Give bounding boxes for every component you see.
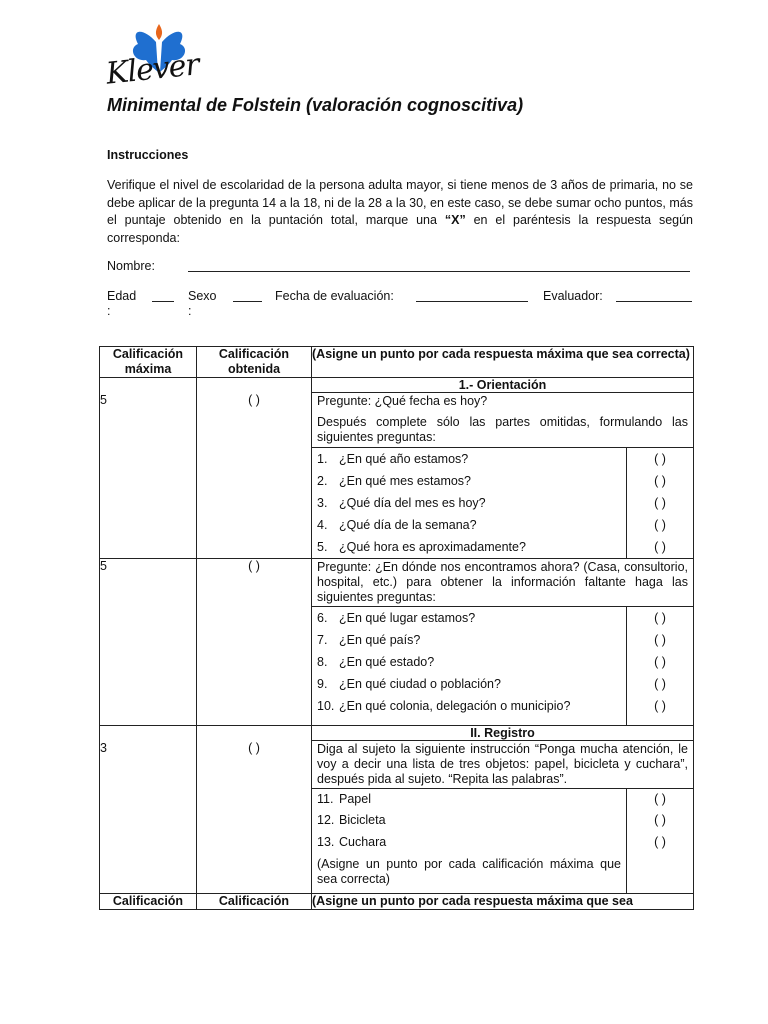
answer-parenthesis[interactable]: ( ) — [654, 518, 666, 532]
block-1-score[interactable]: ( ) — [197, 393, 312, 559]
block-3-row — [100, 741, 694, 894]
block-3-prompt: Diga al sujeto la siguiente instrucción “Ponga mucha atención, le voy a decir una lista de tres objetos: papel, bicicleta y cuchara”, después pida al sujeto. “Repita las palabras”. — [317, 742, 688, 786]
sexo-field[interactable] — [233, 301, 262, 302]
fecha-label: Fecha de evaluación: — [275, 289, 394, 303]
instructions-heading: Instrucciones — [107, 148, 189, 162]
block-3-max: 3 — [100, 741, 197, 894]
block-1-row — [100, 393, 694, 559]
answer-parenthesis[interactable]: ( ) — [654, 792, 666, 806]
question-row: 2. ¿En qué mes estamos? ( ) — [312, 470, 693, 492]
footer-obtained: Calificación — [197, 894, 312, 910]
block-3-note: (Asigne un punto por cada calificación máxima que sea correcta) — [312, 853, 627, 893]
evaluador-field[interactable] — [616, 301, 692, 302]
answer-parenthesis[interactable]: ( ) — [654, 611, 666, 625]
flame-icon — [156, 24, 162, 40]
nombre-field[interactable] — [188, 271, 690, 272]
question-row: 12. Bicicleta ( ) — [312, 809, 693, 831]
question-row: 9. ¿En qué ciudad o población? ( ) — [312, 673, 693, 695]
answer-parenthesis[interactable]: ( ) — [654, 813, 666, 827]
page-title: Minimental de Folstein (valoración cognoscitiva) — [107, 95, 524, 115]
logo-text: Klever — [104, 47, 201, 92]
section-orientacion: 1.- Orientación — [312, 378, 694, 393]
footer-instruction: (Asigne un punto por cada respuesta máxima que sea — [312, 894, 694, 910]
answer-parenthesis[interactable]: ( ) — [654, 540, 666, 554]
block-2-questions — [312, 606, 693, 725]
section-registro: II. Registro — [312, 726, 694, 741]
table-header-row — [100, 347, 694, 378]
block-2-score[interactable]: ( ) — [197, 559, 312, 726]
question-row: 5. ¿Qué hora es aproximadamente? ( ) — [312, 536, 693, 558]
sexo-label: Sexo — [188, 289, 217, 303]
header-obtained: Calificación obtenida — [197, 347, 312, 378]
instructions-text: Verifique el nivel de escolaridad de la persona adulta mayor, si tiene menos de 3 años de primaria, no se debe aplicar de la pregunta 14 a la 18, ni de la 28 a la 30, en este caso, se debe sumar ocho puntos, más el puntaje obtenido en la puntación total, marque una “X” en el paréntesis la respuesta según corresponda: — [107, 178, 694, 245]
fecha-field[interactable] — [416, 301, 528, 302]
note-row — [312, 853, 693, 893]
edad-field[interactable] — [152, 301, 174, 302]
answer-parenthesis[interactable]: ( ) — [654, 633, 666, 647]
block-3-questions — [312, 788, 693, 893]
answer-parenthesis[interactable]: ( ) — [654, 655, 666, 669]
footer-max: Calificación — [100, 894, 197, 910]
header-instruction: (Asigne un punto por cada respuesta máxima que sea correcta) — [312, 347, 694, 378]
block-1-questions — [312, 447, 693, 558]
edad-colon: : — [107, 304, 111, 318]
question-row: 7. ¿En qué país? ( ) — [312, 629, 693, 651]
question-row: 10. ¿En qué colonia, delegación o municipio? ( ) — [312, 695, 693, 717]
answer-parenthesis[interactable]: ( ) — [654, 835, 666, 849]
evaluador-label: Evaluador: — [543, 289, 603, 303]
header-max: Calificación máxima — [100, 347, 197, 378]
nombre-label: Nombre: — [107, 259, 155, 273]
table-footer-row — [100, 894, 694, 910]
answer-parenthesis[interactable]: ( ) — [654, 474, 666, 488]
minimental-table — [99, 346, 694, 910]
block-2-row — [100, 559, 694, 726]
question-row: 1. ¿En qué año estamos? ( ) — [312, 448, 693, 471]
question-row: 8. ¿En qué estado? ( ) — [312, 651, 693, 673]
block-1-max: 5 — [100, 393, 197, 559]
question-row: 6. ¿En qué lugar estamos? ( ) — [312, 607, 693, 630]
question-row: 3. ¿Qué día del mes es hoy? ( ) — [312, 492, 693, 514]
answer-parenthesis[interactable]: ( ) — [654, 452, 666, 466]
sexo-colon: : — [188, 304, 192, 318]
question-row: 13. Cuchara ( ) — [312, 831, 693, 853]
block-3-score[interactable]: ( ) — [197, 741, 312, 894]
answer-parenthesis[interactable]: ( ) — [654, 699, 666, 713]
block-1-prompt2: Después complete sólo las partes omitidas, formulando las siguientes preguntas: — [317, 415, 688, 444]
block-2-max: 5 — [100, 559, 197, 726]
answer-parenthesis[interactable]: ( ) — [654, 496, 666, 510]
question-row: 4. ¿Qué día de la semana? ( ) — [312, 514, 693, 536]
question-row: 11. Papel ( ) — [312, 789, 693, 810]
answer-parenthesis[interactable]: ( ) — [654, 677, 666, 691]
block-1-prompt: Pregunte: ¿Qué fecha es hoy? — [317, 394, 488, 408]
block-2-prompt: Pregunte: ¿En dónde nos encontramos ahora? (Casa, consultorio, hospital, etc.) para obtener la información faltante haga las siguientes preguntas: — [317, 560, 688, 604]
edad-label: Edad — [107, 289, 137, 303]
